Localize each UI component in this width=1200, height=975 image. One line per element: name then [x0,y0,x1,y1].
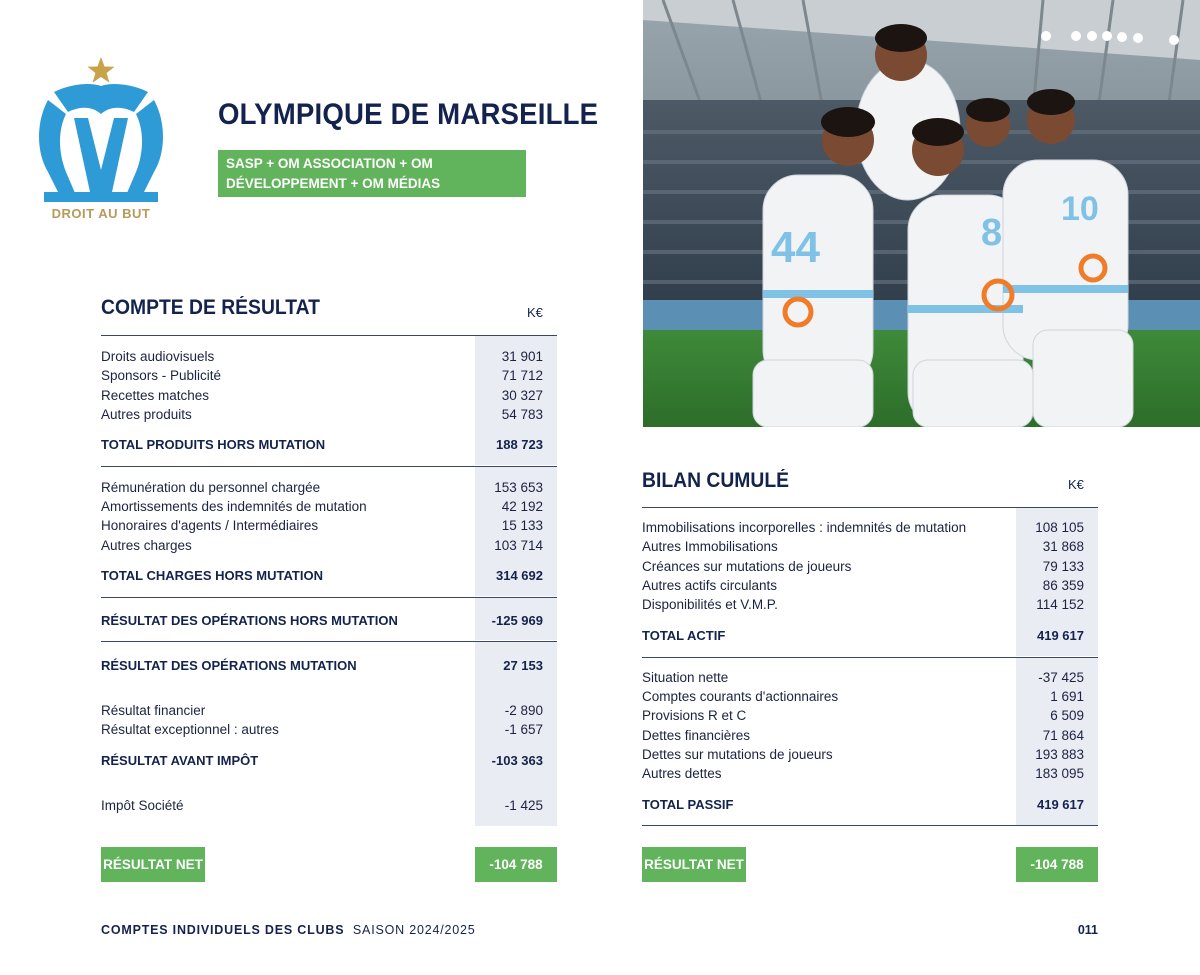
line-value: 54 783 [501,407,543,422]
team-photo [643,0,1200,427]
total-value: 27 153 [503,658,543,673]
line-label: Situation nette [642,670,729,685]
logo-base [44,192,158,202]
line-label: Amortissements des indemnités de mutation [101,499,367,514]
total-value: -125 969 [491,613,543,628]
om-logo [30,52,172,227]
line-value: 114 152 [1036,597,1084,612]
total-label: TOTAL PASSIF [642,797,734,812]
line-label: Autres actifs circulants [642,578,778,593]
total-label: RÉSULTAT AVANT IMPÔT [101,753,259,768]
total-label: RÉSULTAT DES OPÉRATIONS MUTATION [101,658,357,673]
footer-season: SAISON 2024/2025 [352,923,476,937]
line-value: 71 864 [1042,728,1084,743]
line-value: 1 691 [1050,689,1084,704]
total-value: 419 617 [1037,628,1084,643]
total-label: TOTAL PRODUITS HORS MUTATION [101,437,326,452]
total-value: -103 363 [491,753,543,768]
line-label: Créances sur mutations de joueurs [642,559,852,574]
line-value: 30 327 [501,388,543,403]
entities-badge: SASP + OM ASSOCIATION + OM DÉVELOPPEMENT + OM MÉDIAS [218,150,526,197]
logo-m-right [124,100,163,200]
line-value: 6 509 [1050,708,1084,723]
svg-text:8: 8 [981,212,1003,254]
divider [642,825,1098,826]
line-value: -1 657 [504,722,543,737]
line-label: Résultat financier [101,703,206,718]
line-label: Recettes matches [101,388,210,403]
divider [642,657,1098,658]
line-label: Résultat exceptionnel : autres [101,722,279,737]
page-number: 011 [1077,923,1098,937]
line-label: Rémunération du personnel chargée [101,480,321,495]
line-value: 183 095 [1035,766,1084,781]
income-statement-title: COMPTE DE RÉSULTAT [101,296,320,319]
line-label: Disponibilités et V.M.P. [642,597,778,612]
svg-text:10: 10 [1061,190,1099,228]
divider [101,466,557,467]
line-label: Autres produits [101,407,192,422]
net-result-label: RÉSULTAT NET [642,847,746,882]
svg-text:44: 44 [771,223,820,272]
line-value: 31 901 [501,349,543,364]
line-value: -1 425 [504,798,543,813]
total-value: 419 617 [1037,797,1084,812]
line-label: Honoraires d'agents / Intermédiaires [101,518,319,533]
line-label: Autres charges [101,538,192,553]
footer-document-title: COMPTES INDIVIDUELS DES CLUBS [101,923,345,937]
net-result-value: -104 788 [1016,847,1098,882]
line-value: 31 868 [1042,539,1084,554]
page-title: OLYMPIQUE DE MARSEILLE [218,98,599,131]
line-label: Provisions R et C [642,708,747,723]
total-label: RÉSULTAT DES OPÉRATIONS HORS MUTATION [101,613,398,628]
logo-motto: DROIT AU BUT [51,206,151,221]
total-value: 188 723 [496,437,543,452]
line-value: 103 714 [494,538,543,553]
line-value: 71 712 [501,368,543,383]
balance-sheet-title: BILAN CUMULÉ [642,469,790,492]
line-label: Comptes courants d'actionnaires [642,689,839,704]
line-value: 79 133 [1042,559,1084,574]
line-value: 15 133 [501,518,543,533]
line-value: -37 425 [1038,670,1084,685]
line-value: -2 890 [504,703,543,718]
line-label: Dettes financières [642,728,751,743]
line-value: 86 359 [1042,578,1084,593]
income-statement-unit: K€ [527,305,543,320]
line-value: 193 883 [1035,747,1084,762]
logo-m-center [74,118,128,192]
total-label: TOTAL CHARGES HORS MUTATION [101,568,323,583]
divider [101,597,557,598]
line-value: 108 105 [1035,520,1084,535]
line-label: Autres dettes [642,766,722,781]
net-result-label: RÉSULTAT NET [101,847,205,882]
line-label: Immobilisations incorporelles : indemnités de mutation [642,520,967,535]
logo-m-body [54,84,148,114]
line-label: Dettes sur mutations de joueurs [642,747,833,762]
net-result-value: -104 788 [475,847,557,882]
line-label: Autres Immobilisations [642,539,778,554]
divider [101,641,557,642]
balance-sheet-unit: K€ [1068,477,1084,492]
line-label: Impôt Société [101,798,184,813]
total-label: TOTAL ACTIF [642,628,726,643]
line-label: Droits audiovisuels [101,349,215,364]
footer-title [101,923,476,937]
star-icon [88,57,115,83]
line-value: 42 192 [501,499,543,514]
line-label: Sponsors - Publicité [101,368,222,383]
total-value: 314 692 [496,568,543,583]
logo-m-left [39,100,78,200]
line-value: 153 653 [494,480,543,495]
